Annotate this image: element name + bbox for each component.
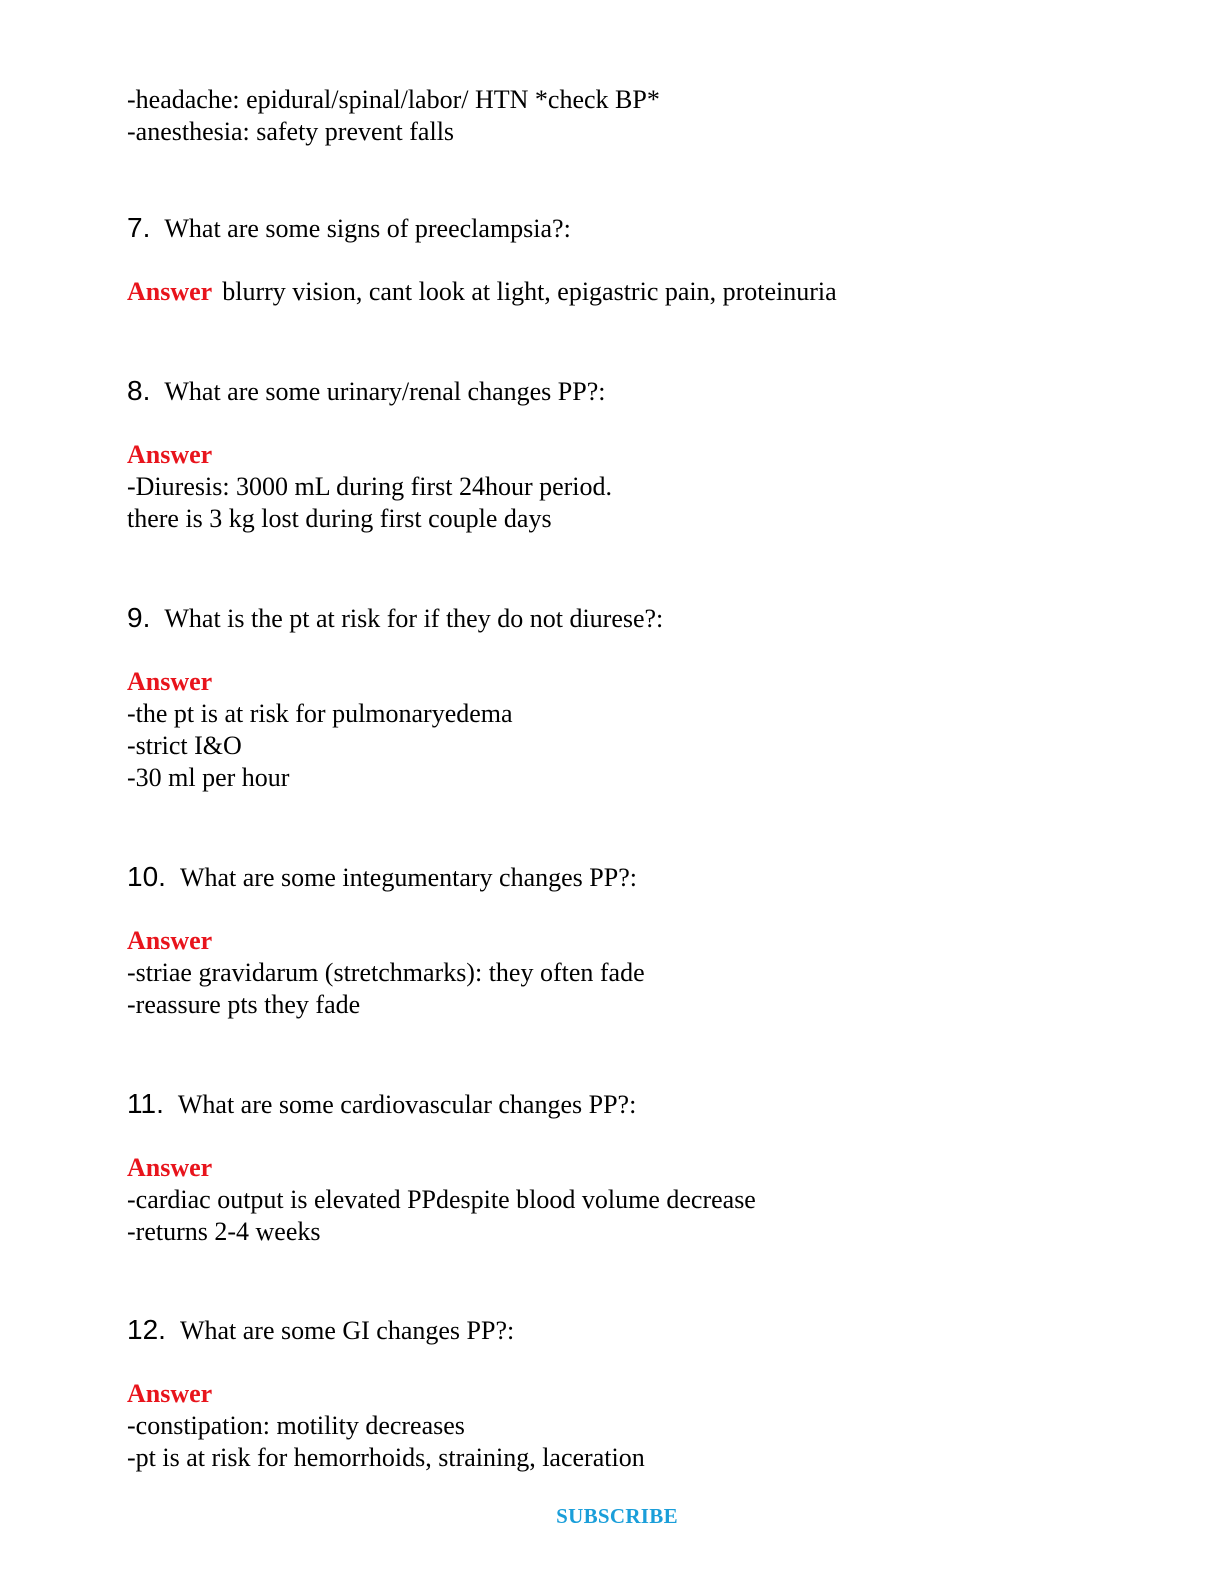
question [127,1088,1127,1121]
answer-block [127,439,1127,535]
answer-line: -the pt is at risk for pulmonaryedema [127,699,513,728]
question-text: What are some integumentary changes PP?: [179,863,637,892]
answer-block [127,1152,1127,1248]
question [127,1314,1127,1347]
qa-item-10 [127,861,1127,1021]
qa-item-8 [127,375,1127,535]
answer-label: Answer [127,667,213,696]
answer-label: Answer [127,1379,213,1408]
qa-item-7 [127,212,1127,308]
subscribe-link[interactable]: SUBSCRIBE [556,1504,678,1528]
qa-item-11 [127,1088,1127,1248]
question-text: What are some urinary/renal changes PP?: [164,377,606,406]
intro-line: -headache: epidural/spinal/labor/ HTN *check BP* [127,85,660,114]
answer-block [127,276,1127,308]
answer-line: -30 ml per hour [127,763,290,792]
question [127,861,1127,894]
question-number: 11. [127,1088,164,1119]
question [127,375,1127,408]
answer-block [127,925,1127,1021]
question-text: What are some cardiovascular changes PP?: [177,1090,637,1119]
answer-line: -cardiac output is elevated PPdespite blood volume decrease [127,1185,756,1214]
intro-line: -anesthesia: safety prevent falls [127,117,455,146]
answer-label: Answer [127,440,213,469]
question-text: What is the pt at risk for if they do not diurese?: [164,604,664,633]
answer-line: -strict I&O [127,731,242,760]
question-text: What are some GI changes PP?: [179,1316,515,1345]
question-number: 10. [127,861,166,892]
question-number: 12. [127,1314,166,1345]
qa-item-12 [127,1314,1127,1474]
answer-line: -returns 2-4 weeks [127,1217,321,1246]
answer-line: -reassure pts they fade [127,990,361,1019]
answer-block [127,1378,1127,1474]
qa-item-9 [127,602,1127,794]
answer-line: -Diuresis: 3000 mL during first 24hour period. [127,472,613,501]
intro-block [127,84,660,148]
answer-line: there is 3 kg lost during first couple days [127,504,552,533]
question-number: 9. [127,602,151,633]
answer-line: -constipation: motility decreases [127,1411,465,1440]
question [127,212,1127,245]
answer-label: Answer [127,1153,213,1182]
answer-text: blurry vision, cant look at light, epigastric pain, proteinuria [222,277,837,306]
answer-line: -striae gravidarum (stretchmarks): they often fade [127,958,645,987]
answer-block [127,666,1127,794]
answer-line: -pt is at risk for hemorrhoids, straining, laceration [127,1443,645,1472]
question-text: What are some signs of preeclampsia?: [164,214,571,243]
question [127,602,1127,635]
answer-label: Answer [127,926,213,955]
answer-label: Answer [127,277,213,306]
question-number: 7. [127,212,151,243]
question-number: 8. [127,375,151,406]
